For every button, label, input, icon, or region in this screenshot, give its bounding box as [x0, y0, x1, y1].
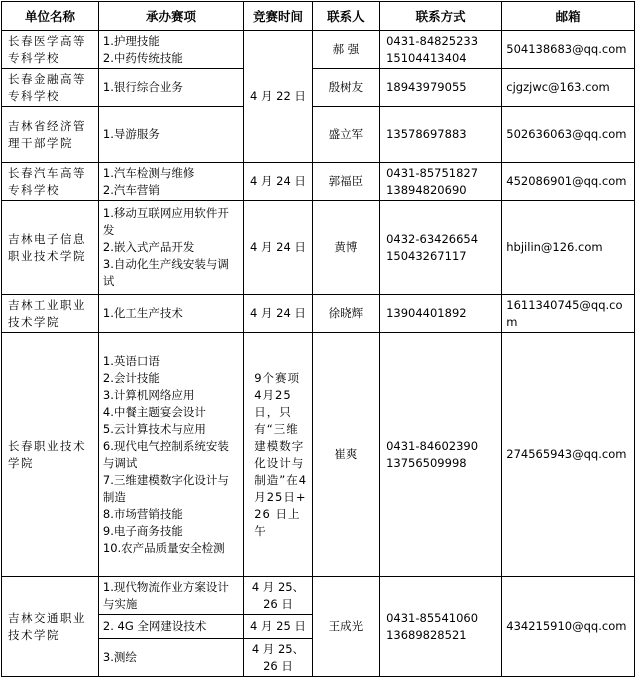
event-item: 7.三维建模数字化设计与制造 — [102, 472, 229, 504]
event-item: 4.中餐主题宴会设计 — [102, 404, 206, 419]
unit-name: 吉林省经济管理干部学院 — [2, 107, 99, 163]
phone-number: 13756509998 — [386, 455, 467, 470]
header-unit: 单位名称 — [2, 2, 99, 31]
table-row — [2, 69, 635, 107]
event-item: 1.英语口语 — [102, 353, 160, 368]
phone-cell — [380, 69, 502, 107]
table-row — [2, 163, 635, 201]
phone-cell — [380, 201, 502, 295]
header-mail: 邮箱 — [502, 2, 635, 31]
event-cell — [98, 201, 243, 295]
event-cell — [98, 31, 243, 69]
phone-cell — [380, 333, 502, 577]
event-item: 2.嵌入式产品开发 — [102, 240, 195, 254]
event-cell — [98, 107, 243, 163]
contact-person: 黄博 — [312, 201, 379, 295]
email-cell: cjgzjwc@163.com — [502, 69, 635, 107]
event-item: 1.化工生产技术 — [102, 306, 183, 320]
event-cell: 2. 4G 全网建设技术 — [98, 615, 243, 639]
unit-name: 吉林交通职业技术学院 — [2, 577, 99, 677]
table-row — [2, 333, 635, 577]
time-cell: 4 月 24 日 — [244, 295, 312, 333]
phone-cell — [380, 107, 502, 163]
table-row — [2, 31, 635, 69]
email-cell: 504138683@qq.com — [502, 31, 635, 69]
header-time: 竞赛时间 — [244, 2, 312, 31]
unit-name: 吉林工业职业技术学院 — [2, 295, 99, 333]
events-table — [1, 1, 635, 677]
event-item: 1.护理技能 — [102, 33, 160, 48]
time-cell: 4 月 24 日 — [244, 163, 312, 201]
event-cell — [98, 333, 243, 577]
event-cell — [98, 163, 243, 201]
phone-number: 0432-63426654 — [386, 231, 479, 246]
header-row — [2, 2, 635, 31]
phone-cell — [380, 295, 502, 333]
phone-number: 0431-84825233 — [386, 33, 479, 48]
event-item: 2.会计技能 — [102, 370, 160, 385]
unit-name: 长春医学高等专科学校 — [2, 31, 99, 69]
contact-person: 盛立军 — [312, 107, 379, 163]
time-cell: 4 月 22 日 — [244, 31, 312, 163]
header-phone: 联系方式 — [380, 2, 502, 31]
event-item: 2.中药传统技能 — [102, 50, 183, 65]
event-item: 10.农产品质量安全检测 — [102, 540, 225, 555]
email-cell: 452086901@qq.com — [502, 163, 635, 201]
email-cell: 1611340745@qq.com — [502, 295, 635, 333]
table-row — [2, 201, 635, 295]
contact-person: 殷树友 — [312, 69, 379, 107]
event-item: 1.汽车检测与维修 — [102, 165, 195, 180]
event-cell: 3.测绘 — [98, 639, 243, 677]
phone-number: 13578697883 — [386, 127, 467, 141]
event-cell: 1.现代物流作业方案设计与实施 — [98, 577, 243, 615]
contact-person: 郝 强 — [312, 31, 379, 69]
contact-person: 王成光 — [312, 577, 379, 677]
time-cell: 9个赛项4月25日，只有“三维建模数字化设计与制造”在4月25日+26 日上午 — [244, 333, 312, 577]
email-cell: 274565943@qq.com — [502, 333, 635, 577]
time-cell: 4 月 25、26 日 — [244, 577, 312, 615]
header-event: 承办赛项 — [98, 2, 243, 31]
phone-number: 15104413404 — [386, 50, 467, 65]
event-item: 8.市场营销技能 — [102, 506, 183, 521]
event-item: 5.云计算技术与应用 — [102, 421, 206, 436]
phone-cell — [380, 163, 502, 201]
phone-number: 13689828521 — [386, 627, 467, 642]
header-person: 联系人 — [312, 2, 379, 31]
contact-person: 徐晓辉 — [312, 295, 379, 333]
event-item: 9.电子商务技能 — [102, 523, 183, 538]
phone-number: 0431-85751827 — [386, 165, 479, 180]
event-item: 3.计算机网络应用 — [102, 387, 195, 402]
event-item: 1.移动互联网应用软件开发 — [102, 206, 229, 237]
phone-number: 18943979055 — [386, 80, 467, 94]
phone-cell — [380, 31, 502, 69]
event-item: 6.现代电气控制系统安装与调试 — [102, 438, 229, 470]
event-item: 1.导游服务 — [102, 127, 160, 141]
phone-number: 13904401892 — [386, 306, 467, 320]
table-row — [2, 577, 635, 615]
time-cell: 4 月 25、26 日 — [244, 639, 312, 677]
time-cell: 4 月 24 日 — [244, 201, 312, 295]
table-row — [2, 295, 635, 333]
event-cell — [98, 295, 243, 333]
unit-name: 长春汽车高等专科学校 — [2, 163, 99, 201]
unit-name: 吉林电子信息职业技术学院 — [2, 201, 99, 295]
event-item: 1.银行综合业务 — [102, 80, 183, 94]
time-cell: 4 月 25 日 — [244, 615, 312, 639]
contact-person: 崔爽 — [312, 333, 379, 577]
phone-cell — [380, 577, 502, 677]
event-item: 3.自动化生产线安装与调试 — [102, 257, 229, 288]
table-row — [2, 107, 635, 163]
email-cell: 502636063@qq.com — [502, 107, 635, 163]
event-cell — [98, 69, 243, 107]
contact-person: 郭福臣 — [312, 163, 379, 201]
phone-number: 0431-84602390 — [386, 438, 479, 453]
event-item: 2.汽车营销 — [102, 182, 160, 197]
email-cell: 434215910@qq.com — [502, 577, 635, 677]
phone-number: 0431-85541060 — [386, 610, 479, 625]
unit-name: 长春职业技术学院 — [2, 333, 99, 577]
phone-number: 13894820690 — [386, 182, 467, 197]
phone-number: 15043267117 — [386, 248, 467, 263]
email-cell: hbjilin@126.com — [502, 201, 635, 295]
unit-name: 长春金融高等专科学校 — [2, 69, 99, 107]
